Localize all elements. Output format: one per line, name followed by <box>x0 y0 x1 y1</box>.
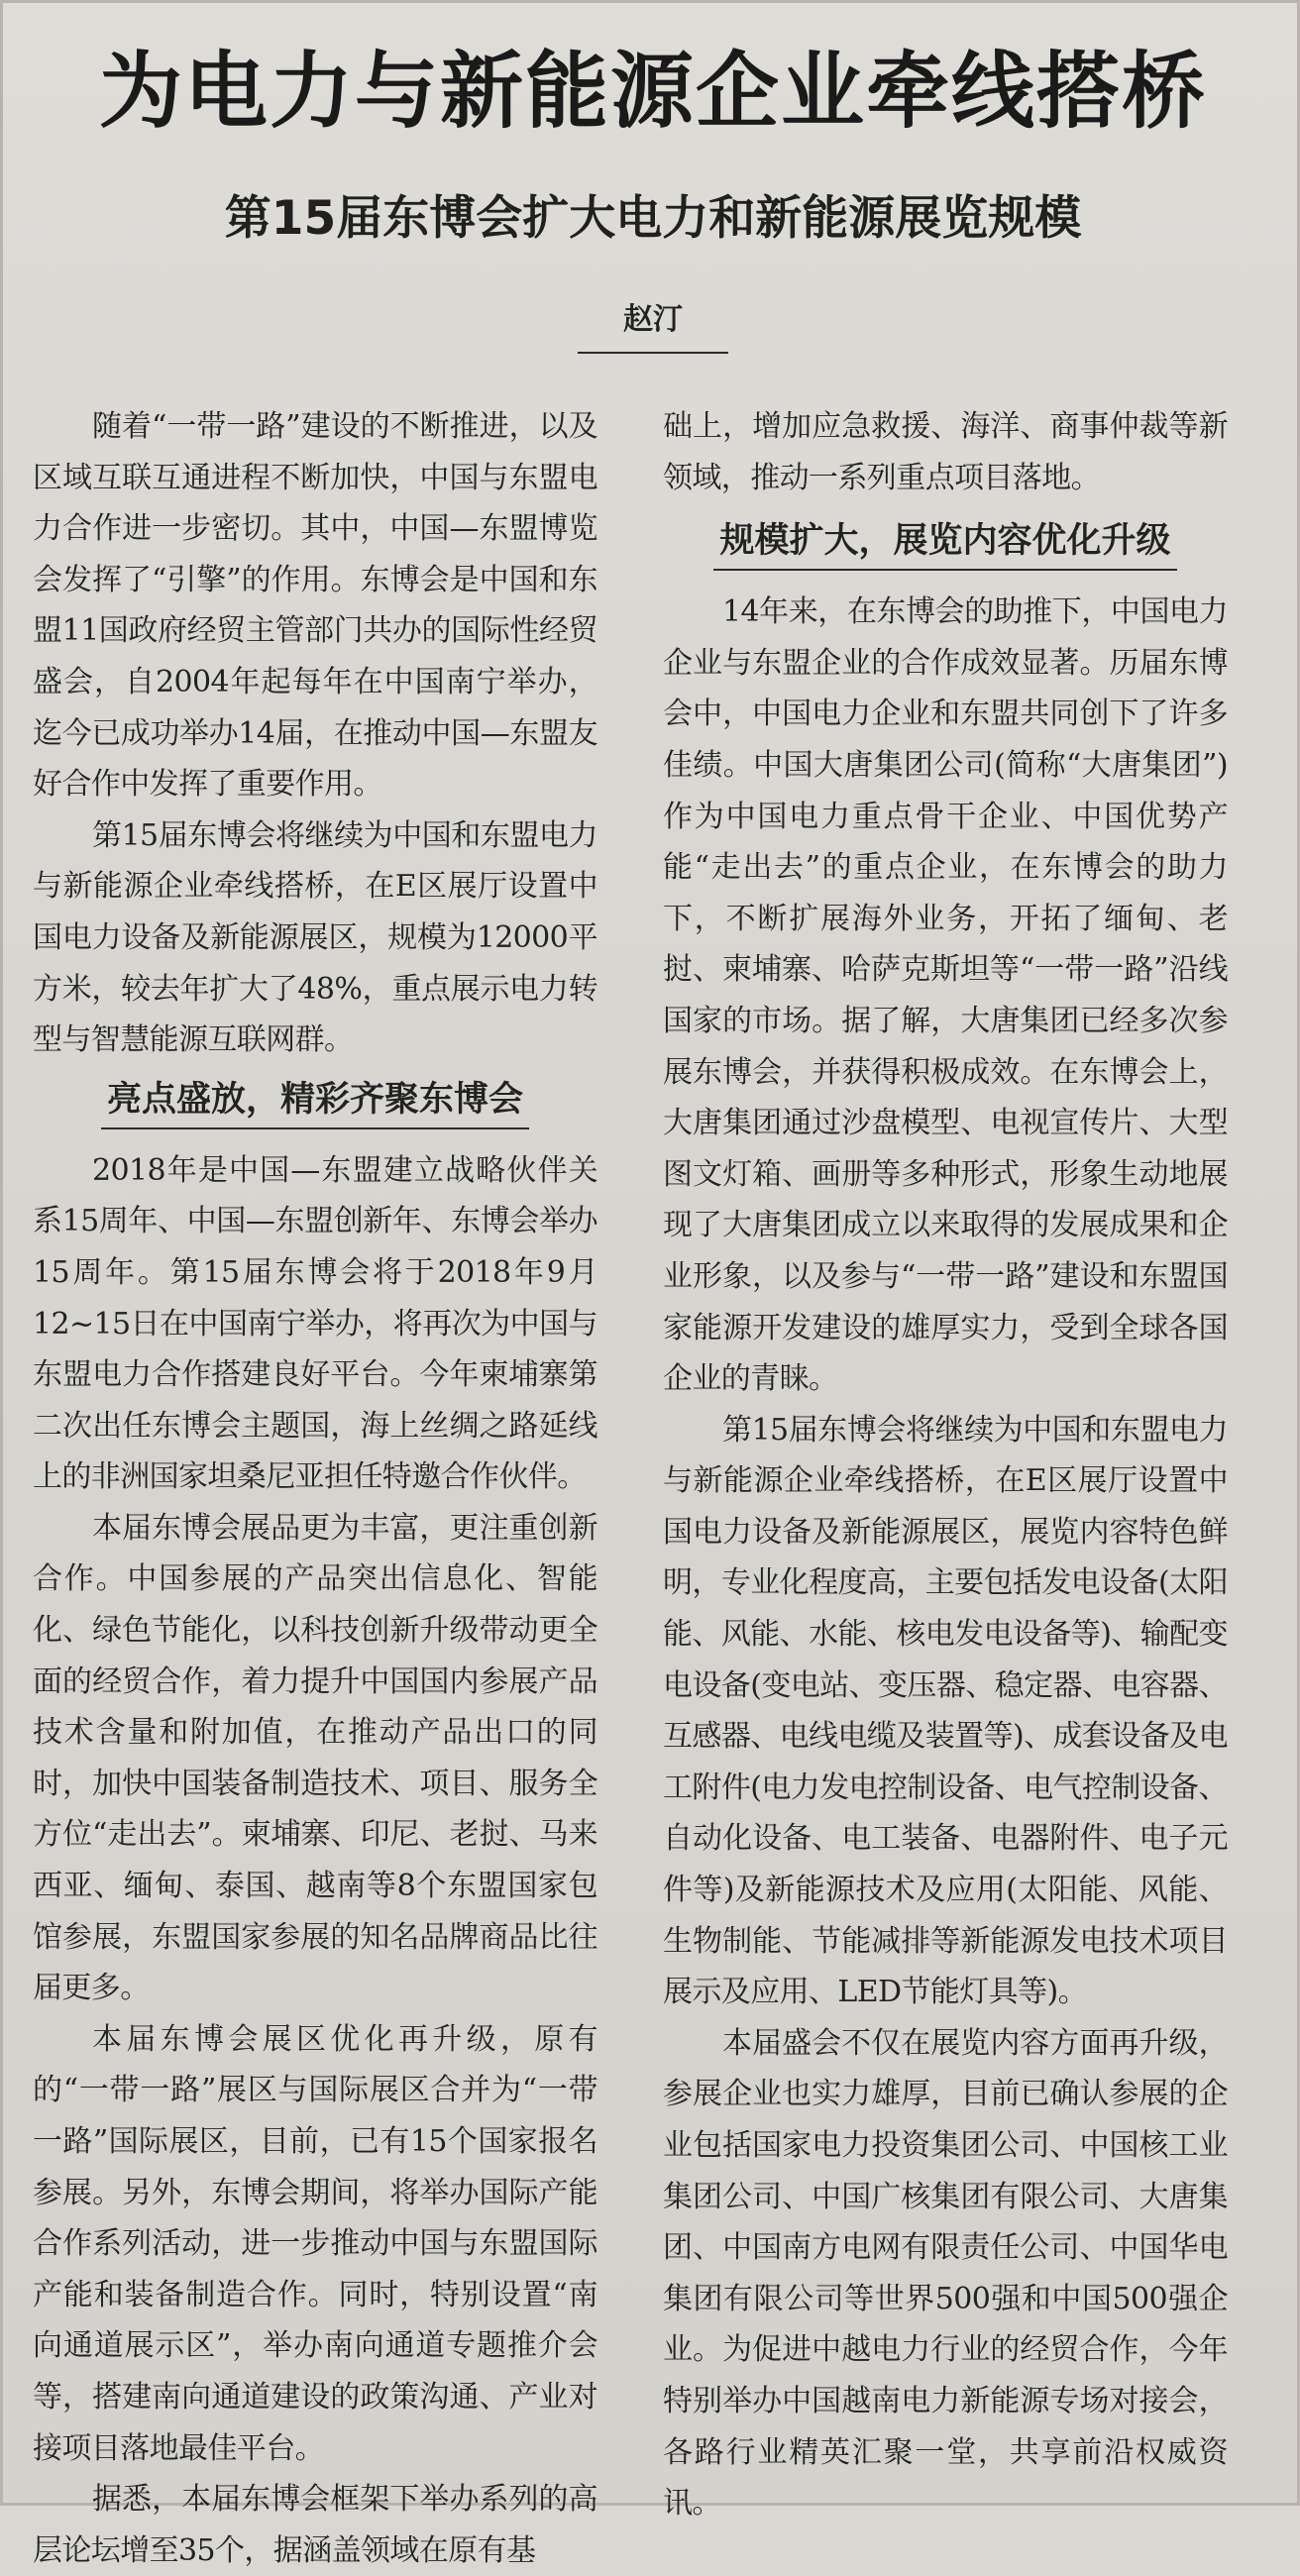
right-column <box>663 401 1228 2529</box>
section-heading-scale-text: 规模扩大，展览内容优化升级 <box>713 519 1176 571</box>
section-heading-highlights <box>33 1078 597 1129</box>
byline: 赵汀 <box>623 302 683 337</box>
left-column <box>33 401 597 2576</box>
paragraph-participants: 本届盛会不仅在展览内容方面再升级，参展企业也实力雄厚，目前已确认参展的企业包括国家电力投资集团公司、中国核工业集团公司、中国广核集团有限公司、大唐集团、中国南方电网有限责任公司、中国华电集团有限公司等世界500强和中国500强企业。为促进中越电力行业的经贸合作，今年特别举办中国越南电力新能源专场对接会，各路行业精英汇聚一堂，共享前沿权威资讯。 <box>663 2025 1228 2522</box>
paragraph-expo-plan: 第15届东博会将继续为中国和东盟电力与新能源企业牵线搭桥，在E区展厅设置中国电力设备及新能源展区，规模为12000平方米，较去年扩大了48%，重点展示电力转型与智慧能源互联网群。 <box>33 817 597 1058</box>
paragraph-forums-continued: 础上，增加应急救援、海洋、商事仲裁等新领域，推动一系列重点项目落地。 <box>663 409 1228 495</box>
paragraph-exhibit-content: 第15届东博会将继续为中国和东盟电力与新能源企业牵线搭桥，在E区展厅设置中国电力设备及新能源展区，展览内容特色鲜明，专业化程度高，主要包括发电设备(太阳能、风能、水能、核电发电设备等)、输配变电设备(变电站、变压器、稳定器、电容器、互感器、电线电缆及装置等)、成套设备及电工附件(电力发电控制设备、电气控制设备、自动化设备、电工装备、电器附件、电子元件等)及新能源技术及应用(太阳能、风能、生物制能、节能减排等新能源发电技术项目展示及应用、LED节能灯具等)。 <box>663 1412 1228 2010</box>
section-heading-highlights-text: 亮点盛放，精彩齐聚东博会 <box>101 1078 529 1129</box>
byline-divider <box>578 352 728 354</box>
paragraph-datang: 14年来，在东博会的助推下，中国电力企业与东盟企业的合作成效显著。历届东博会中，中国电力企业和东盟共同创下了许多佳绩。中国大唐集团公司(简称“大唐集团”)作为中国电力重点骨干企业、中国优势产能“走出去”的重点企业，在东博会的助力下，不断扩展海外业务，开拓了缅甸、老挝、柬埔寨、哈萨克斯坦等“一带一路”沿线国家的市场。据了解，大唐集团已经多次参展东博会，并获得积极成效。在东博会上，大唐集团通过沙盘模型、电视宣传片、大型图文灯箱、画册等多种形式，形象生动地展现了大唐集团成立以来取得的发展成果和企业形象，以及参与“一带一路”建设和东盟国家能源开发建设的雄厚实力，受到全球各国企业的青睐。 <box>663 594 1228 1397</box>
paragraph-intro: 随着“一带一路”建设的不断推进，以及区域互联互通进程不断加快，中国与东盟电力合作进一步密切。其中，中国—东盟博览会发挥了“引擎”的作用。东博会是中国和东盟11国政府经贸主管部门共办的国际性经贸盛会，自2004年起每年在中国南宁举办，迄今已成功举办14届，在推动中国—东盟友好合作中发挥了重要作用。 <box>33 409 597 803</box>
subheadline: 第15届东博会扩大电力和新能源展览规模 <box>224 191 1082 246</box>
paragraph-anniversary: 2018年是中国—东盟建立战略伙伴关系15周年、中国—东盟创新年、东博会举办15周年。第15届东博会将于2018年9月12~15日在中国南宁举办，将再次为中国与东盟电力合作搭建良好平台。今年柬埔寨第二次出任东博会主题国，海上丝绸之路延线上的非洲国家坦桑尼亚担任特邀合作伙伴。 <box>33 1152 597 1495</box>
headline: 为电力与新能源企业牵线搭桥 <box>98 42 1207 140</box>
section-heading-scale <box>663 519 1228 571</box>
paragraph-forums: 据悉，本届东博会框架下举办系列的高层论坛增至35个，据涵盖领域在原有基 <box>33 2482 597 2568</box>
paragraph-exhibition-areas: 本届东博会展区优化再升级，原有的“一带一路”展区与国际展区合并为“一带一路”国际展区，目前，已有15个国家报名参展。另外，东博会期间，将举办国际产能合作系列活动，进一步推动中国与东盟国际产能和装备制造合作。同时，特别设置“南向通道展示区”，举办南向通道专题推介会等，搭建南向通道建设的政策沟通、产业对接项目落地最佳平台。 <box>33 2021 597 2466</box>
paragraph-exhibits: 本届东博会展品更为丰富，更注重创新合作。中国参展的产品突出信息化、智能化、绿色节能化，以科技创新升级带动更全面的经贸合作，着力提升中国国内参展产品技术含量和附加值，在推动产品出口的同时，加快中国装备制造技术、项目、服务全方位“走出去”。柬埔寨、印尼、老挝、马来西亚、缅甸、泰国、越南等8个东盟国家包馆参展，东盟国家参展的知名品牌商品比往届更多。 <box>33 1510 597 2006</box>
